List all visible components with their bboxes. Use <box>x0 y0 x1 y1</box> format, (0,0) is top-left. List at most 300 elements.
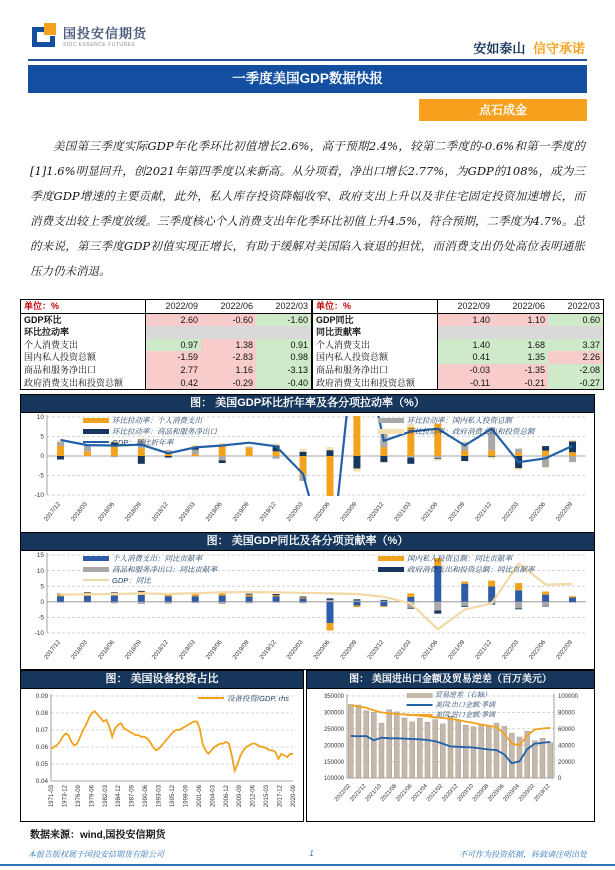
table-row <box>313 339 604 352</box>
row-label: 国内私人投资总额 <box>313 351 438 364</box>
chart-equipment-investment <box>20 670 304 822</box>
bar-segment <box>380 447 387 456</box>
x-tick-label: 2017/12 <box>42 500 63 523</box>
x-tick-label: 2021/04 <box>410 783 429 803</box>
bar-segment <box>488 456 495 457</box>
y-tick-label: -5 <box>38 472 44 480</box>
y-tick-label: 0.09 <box>35 693 48 701</box>
bar-segment <box>111 592 118 593</box>
x-tick-label: 1990-06 <box>143 785 150 808</box>
y-tick-label: -10 <box>34 630 44 638</box>
legend-item <box>83 575 378 585</box>
bar-segment <box>84 596 91 602</box>
bar-segment <box>542 467 549 468</box>
cell-value: 2.26 <box>548 351 604 364</box>
x-tick-label: 2018/06 <box>96 500 116 523</box>
bar-segment <box>407 456 414 458</box>
bar-segment <box>219 456 226 460</box>
bar-segment <box>353 602 360 606</box>
deficit-bar <box>387 710 392 778</box>
gdp-yoy-table <box>312 299 604 390</box>
right-y-tick-label: 100000 <box>558 694 579 701</box>
chart2-legend <box>83 553 535 585</box>
column-header: 2022/09 <box>438 300 494 314</box>
chart2-title: 图： 美国GDP同比及各分项贡献率（%） <box>21 533 594 551</box>
deficit-bar <box>356 705 361 778</box>
x-tick-label: 2018/03 <box>69 500 90 523</box>
cell-value: 0.60 <box>548 313 604 326</box>
cell-value: 1.16 <box>201 364 256 377</box>
bar-segment <box>461 584 468 602</box>
bar-segment <box>569 596 576 597</box>
deficit-bar <box>479 725 484 778</box>
row-label: GDP同比 <box>313 313 438 326</box>
cell-value: -0.60 <box>201 313 256 326</box>
gdp-tables <box>20 299 600 390</box>
x-tick-label: 1973-12 <box>62 785 69 808</box>
x-tick-label: 2020-09 <box>291 785 297 808</box>
legend-swatch <box>378 429 404 434</box>
table-header <box>21 300 312 314</box>
x-tick-label: 2020/12 <box>366 638 386 661</box>
bar-segment <box>219 596 226 602</box>
row-label: GDP环比 <box>21 313 146 326</box>
legend-swatch <box>83 556 109 561</box>
cell-value: 1.68 <box>493 339 548 352</box>
legend-swatch <box>198 697 224 699</box>
x-tick-label: 2022/09 <box>554 638 575 661</box>
x-tick-label: 2021/06 <box>420 500 440 523</box>
x-tick-label: 2021/03 <box>393 500 413 523</box>
bar-segment <box>246 594 253 595</box>
bar-segment <box>434 456 441 458</box>
x-tick-label: 2019/06 <box>204 638 224 661</box>
left-y-tick-label: 250000 <box>323 727 344 733</box>
report-title: 一季度美国GDP数据快报 <box>28 65 587 93</box>
bar-segment <box>246 602 253 604</box>
deficit-bar <box>433 720 438 778</box>
bar-segment <box>326 447 333 450</box>
legend-label: 贸易逆差（右轴） <box>435 692 492 699</box>
deficit-bar <box>402 718 407 778</box>
bar-segment <box>353 468 360 471</box>
footer-copyright: 本报告版权属于国投安信期货有限公司 <box>28 850 164 859</box>
deficit-bar <box>417 718 422 778</box>
deficit-bar <box>348 704 353 778</box>
x-tick-label: 2018/12 <box>150 638 170 661</box>
right-y-tick-label: 40000 <box>558 743 575 750</box>
bar-segment <box>111 456 118 457</box>
cell-value: 0.97 <box>146 339 202 352</box>
bar-segment <box>219 602 226 604</box>
x-tick-label: 2022/03 <box>500 500 521 523</box>
right-y-tick-label: 20000 <box>558 759 575 766</box>
chart3-legend <box>198 693 289 703</box>
bar-segment <box>57 456 64 460</box>
slogan-orange: 信守承诺 <box>532 41 585 56</box>
x-tick-label: 2021/09 <box>447 500 467 523</box>
x-tick-label: 2019/06 <box>204 500 224 523</box>
bar-segment <box>192 450 199 454</box>
left-y-tick-label: 150000 <box>323 759 344 766</box>
x-tick-label: 2021/09 <box>447 638 467 661</box>
legend-label: 个人消费支出：同比贡献率 <box>112 553 202 563</box>
legend-swatch <box>378 567 404 572</box>
bar-segment <box>542 602 549 606</box>
cell-value: -0.27 <box>548 377 604 390</box>
x-tick-label: 2021/08 <box>379 783 399 803</box>
cell-value: -1.59 <box>146 351 202 364</box>
table-row <box>313 313 604 326</box>
table-row <box>313 377 604 390</box>
bar-segment <box>407 593 414 596</box>
bar-segment <box>515 449 522 453</box>
bar-segment <box>300 452 307 456</box>
x-tick-label: 2020/09 <box>339 500 359 523</box>
legend-item <box>406 690 495 700</box>
y-tick-label: 10 <box>36 567 44 575</box>
x-tick-label: 2019/12 <box>533 783 552 803</box>
x-tick-label: 2019/12 <box>258 638 278 661</box>
deficit-bar <box>425 722 430 778</box>
bar-segment <box>434 459 441 461</box>
bar-segment <box>515 602 522 609</box>
bar-segment <box>353 606 360 608</box>
bar-segment <box>461 602 468 606</box>
y-tick-label: 0.05 <box>35 761 48 769</box>
x-tick-label: 2020/06 <box>312 638 332 661</box>
x-tick-label: 2001-06 <box>196 785 203 808</box>
cell-value <box>256 326 312 339</box>
company-subtitle: SDIC ESSENCE FUTURES <box>63 42 136 48</box>
column-header: 2022/06 <box>493 300 548 314</box>
x-tick-label: 1995-12 <box>170 785 176 808</box>
cell-value <box>146 326 202 339</box>
x-tick-label: 2006-12 <box>223 785 230 808</box>
cell-value <box>201 326 256 339</box>
x-tick-label: 1987-09 <box>129 785 136 808</box>
deficit-bar <box>456 720 461 778</box>
bar-segment <box>326 602 333 623</box>
chart3-title: 图： 美国设备投资占比 <box>21 671 303 689</box>
legend-label: 环比拉动率：政府消费支出和投资总额 <box>407 426 535 436</box>
bar-segment <box>461 451 468 456</box>
bar-segment <box>84 592 91 593</box>
cell-value: 0.98 <box>256 351 312 364</box>
bar-segment <box>165 602 172 604</box>
x-tick-label: 2020/08 <box>471 783 491 803</box>
left-y-tick-label: 350000 <box>323 694 344 701</box>
x-tick-label: 2018/06 <box>96 638 116 661</box>
chart1-title: 图： 美国GDP环比折年率及各分项拉动率（%） <box>21 395 594 413</box>
x-tick-label: 2017/12 <box>42 638 63 661</box>
row-label: 个人消费支出 <box>313 339 438 352</box>
x-tick-label: 2020/03 <box>285 638 305 661</box>
legend-item <box>83 426 378 436</box>
y-tick-label: 5 <box>40 583 44 591</box>
legend-label: 设备投资/GDP, rhs <box>227 693 289 703</box>
cell-value: 3.37 <box>548 339 604 352</box>
x-tick-label: 2020/03 <box>285 500 305 523</box>
slogan <box>473 38 585 57</box>
left-y-tick-label: 100000 <box>323 776 344 783</box>
x-tick-label: 2021/12 <box>349 783 368 803</box>
legend-swatch <box>378 418 404 423</box>
cell-value: -0.21 <box>493 377 548 390</box>
column-header: 2022/03 <box>256 300 312 314</box>
x-tick-label: 2022/06 <box>527 638 548 661</box>
deficit-bar <box>371 712 376 778</box>
bar-segment <box>353 599 360 600</box>
legend-item <box>378 415 535 425</box>
deficit-bar <box>486 726 491 778</box>
bar-segment <box>300 449 307 452</box>
bar-segment <box>515 590 522 602</box>
legend-swatch <box>83 418 109 423</box>
bar-segment <box>273 596 280 601</box>
legend-item <box>406 710 495 720</box>
cell-value: 1.38 <box>201 339 256 352</box>
deficit-bar <box>548 743 553 778</box>
bottom-divider <box>0 864 615 866</box>
column-header: 2022/06 <box>201 300 256 314</box>
cell-value: 0.91 <box>256 339 312 352</box>
x-tick-label: 2020/12 <box>366 500 386 523</box>
legend-item <box>83 437 378 447</box>
bar-segment <box>138 448 145 456</box>
deficit-bar <box>394 712 399 778</box>
bar-segment <box>326 623 333 630</box>
cell-value <box>438 326 494 339</box>
legend-label: 国内私人投资总额：同比贡献率 <box>407 553 512 563</box>
bar-segment <box>407 458 414 464</box>
x-tick-label: 2021/02 <box>425 783 445 803</box>
cell-value: 0.41 <box>438 351 494 364</box>
legend-label: 美国:出口金额:季调 <box>435 702 495 709</box>
bar-segment <box>515 608 522 609</box>
legend-swatch <box>406 693 432 698</box>
bar-segment <box>434 611 441 614</box>
left-y-tick-label: 300000 <box>323 710 344 717</box>
x-tick-label: 1982-03 <box>102 785 109 808</box>
cell-value: 1.10 <box>493 313 548 326</box>
cell-value: 1.40 <box>438 313 494 326</box>
legend-label: 环比拉动率：个人消费支出 <box>112 415 202 425</box>
bar-segment <box>542 446 549 451</box>
gdp-qoq-table <box>20 299 312 390</box>
cell-value: 2.60 <box>146 313 202 326</box>
x-tick-label: 2017-12 <box>277 785 284 808</box>
bar-segment <box>246 447 253 448</box>
bar-segment <box>380 606 387 607</box>
unit-label: 单位：% <box>21 300 146 314</box>
x-tick-label: 2022/09 <box>554 500 575 523</box>
x-tick-label: 2019/03 <box>177 500 197 523</box>
bar-segment <box>219 460 226 463</box>
bar-segment <box>57 602 64 603</box>
bar-segment <box>219 446 226 456</box>
cell-value <box>493 326 548 339</box>
x-tick-label: 1979-06 <box>89 785 96 808</box>
legend-item <box>198 693 289 703</box>
bar-segment <box>111 596 118 602</box>
x-tick-label: 2019/09 <box>231 638 251 661</box>
table-body <box>313 313 604 390</box>
cell-value: 1.35 <box>493 351 548 364</box>
deficit-bar <box>364 711 369 778</box>
y-tick-label: -10 <box>34 492 44 500</box>
table-row <box>21 313 312 326</box>
legend-label: 政府消费支出和投资总额：同比贡献率 <box>407 564 535 574</box>
y-tick-label: 0.07 <box>35 727 48 735</box>
chart3-plot <box>21 688 301 819</box>
x-tick-label: 2019/12 <box>258 500 278 523</box>
legend-swatch <box>83 441 109 443</box>
x-tick-label: 1976-09 <box>75 785 82 808</box>
x-tick-label: 2021/12 <box>473 500 494 523</box>
bar-segment <box>273 595 280 596</box>
legend-swatch <box>406 704 432 706</box>
bar-segment <box>192 454 199 456</box>
bar-segment <box>326 598 333 600</box>
x-tick-label: 2021/06 <box>420 638 440 661</box>
x-tick-label: 2020/02 <box>517 783 537 803</box>
bar-segment <box>300 602 307 604</box>
bar-segment <box>542 592 549 595</box>
bar-segment <box>138 602 145 604</box>
bar-segment <box>353 601 360 602</box>
legend-label: 环比拉动率：国内私人投资总额 <box>407 415 512 425</box>
x-tick-label: 2020/12 <box>441 783 460 803</box>
bar-segment <box>138 456 145 464</box>
cell-value: 2.77 <box>146 364 202 377</box>
x-tick-label: 2019/03 <box>177 638 197 661</box>
cell-value: -0.03 <box>438 364 494 377</box>
bar-segment <box>246 448 253 456</box>
x-tick-label: 2022/06 <box>527 500 548 523</box>
bar-segment <box>273 602 280 603</box>
table-body <box>21 313 312 390</box>
row-label: 个人消费支出 <box>21 339 146 352</box>
row-label: 商品和服务净出口 <box>313 364 438 377</box>
chart-yoy-contributions <box>20 532 595 670</box>
legend-swatch <box>378 556 404 561</box>
x-tick-label: 2004-03 <box>210 785 217 808</box>
chart-trade-balance <box>306 670 595 822</box>
y-tick-label: 0 <box>40 599 44 606</box>
bar-segment <box>192 596 199 602</box>
bar-segment <box>111 447 118 456</box>
bar-segment <box>542 595 549 602</box>
deficit-bar <box>463 725 468 778</box>
bar-segment <box>165 456 172 458</box>
bar-segment <box>407 597 414 602</box>
column-header: 2022/09 <box>146 300 202 314</box>
x-tick-label: 2019/09 <box>231 500 251 523</box>
x-tick-label: 2022/03 <box>500 638 521 661</box>
bar-segment <box>515 468 522 470</box>
golden-badge: 点石成金 <box>419 99 587 121</box>
chart4-title: 图： 美国进出口金额及贸易逆差（百万美元） <box>307 671 594 689</box>
cell-value: -1.35 <box>493 364 548 377</box>
deficit-bar <box>471 727 476 778</box>
y-tick-label: 0 <box>40 453 44 461</box>
x-tick-label: 2018/09 <box>123 638 143 661</box>
bar-segment <box>407 608 414 609</box>
cell-value: 1.40 <box>438 339 494 352</box>
bar-segment <box>488 450 495 456</box>
company-logo <box>30 22 147 49</box>
legend-swatch <box>83 429 109 434</box>
cell-value: -1.60 <box>256 313 312 326</box>
row-label: 国内私人投资总额 <box>21 351 146 364</box>
bar-segment <box>246 595 253 597</box>
x-tick-label: 2018/03 <box>69 638 90 661</box>
legend-swatch <box>406 714 432 716</box>
deficit-bar <box>540 738 545 778</box>
x-tick-label: 1971-03 <box>49 785 55 808</box>
bar-segment <box>569 452 576 456</box>
x-tick-label: 2021/12 <box>473 638 494 661</box>
bar-segment <box>246 596 253 601</box>
cell-value <box>548 326 604 339</box>
header-divider <box>28 59 587 61</box>
x-tick-label: 2020/09 <box>339 638 359 661</box>
x-tick-label: 2022/02 <box>333 783 353 803</box>
table-row <box>21 339 312 352</box>
left-y-tick-label: 200000 <box>323 743 344 750</box>
deficit-bar <box>532 741 537 778</box>
x-tick-label: 2020/04 <box>502 783 521 803</box>
chart-qoq-contributions <box>20 394 595 533</box>
legend-item <box>83 553 378 563</box>
chart1-legend <box>83 415 535 447</box>
company-logo-icon <box>30 22 57 49</box>
bar-segment <box>353 456 360 468</box>
bar-segment <box>138 595 145 602</box>
bar-segment <box>326 450 333 456</box>
cell-value: -0.11 <box>438 377 494 390</box>
table-header-row <box>313 300 604 314</box>
bar-segment <box>461 606 468 607</box>
legend-label: 环比拉动率：商品和服务净出口 <box>112 426 217 436</box>
y-tick-label: 15 <box>36 552 44 560</box>
legend-item <box>378 553 535 563</box>
company-name-block <box>63 23 147 48</box>
bar-segment <box>542 606 549 607</box>
bar-segment <box>138 591 145 592</box>
x-tick-label: 1993-03 <box>156 785 163 808</box>
bar-segment <box>300 598 307 601</box>
company-name: 国投安信期货 <box>63 26 148 41</box>
footer-disclaimer: 不可作为投资依据，转载请注明出处 <box>458 850 587 859</box>
bar-segment <box>300 596 307 597</box>
legend-item <box>378 564 535 574</box>
legend-item <box>406 700 495 710</box>
x-tick-label: 2009-09 <box>237 785 244 808</box>
footer-page-number: 1 <box>309 849 314 858</box>
bar-segment <box>165 596 172 602</box>
bar-segment <box>542 451 549 456</box>
row-label: 环比拉动率 <box>21 326 146 339</box>
row-label: 政府消费支出和投资总额 <box>21 377 146 390</box>
deficit-bar <box>379 723 384 778</box>
cell-value: -2.83 <box>201 351 256 364</box>
y-tick-label: 5 <box>40 433 44 441</box>
x-tick-label: 1984-12 <box>116 785 123 808</box>
bar-segment <box>84 451 91 456</box>
x-tick-label: 2018/12 <box>150 500 170 523</box>
